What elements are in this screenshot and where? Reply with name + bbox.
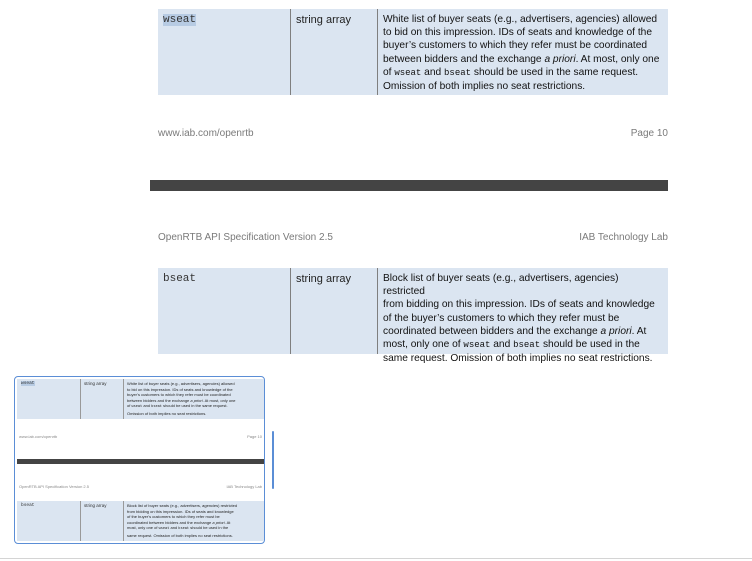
description-line: of wseat and bseat should be used in the same request. <box>127 403 228 410</box>
thumb-field-name <box>17 379 81 419</box>
description-line: Block list of buyer seats (e.g., advertisers, agencies) restricted <box>383 273 619 298</box>
description-line: Omission of both implies no seat restrictions. <box>383 81 586 93</box>
description-line: coordinated between bidders and the exchange a priori. At <box>127 519 231 525</box>
footer-url: www.iab.com/openrtb <box>158 128 254 139</box>
table-row-bseat <box>158 268 668 365</box>
description-line: to bid on this impression. IDs of seats and knowledge of the <box>127 386 233 392</box>
description-line: of the buyer’s customers to which they refer must be <box>383 312 620 324</box>
page-break <box>150 180 668 191</box>
description-line: White list of buyer seats (e.g., advertisers, agencies) allowed <box>127 381 235 386</box>
thumbnail-scrollbar[interactable] <box>272 431 274 489</box>
field-description-bseat <box>378 268 668 365</box>
thumb-field-type-bseat: string array <box>81 501 124 541</box>
description-line: same request. Omission of both implies no seat restrictions. <box>383 353 653 365</box>
description-line: most, only one of wseat and bseat should be used in the <box>127 525 229 532</box>
footer-page-number: Page 10 <box>630 128 668 139</box>
thumb-page-break <box>17 459 264 464</box>
thumb-header-spec-title: OpenRTB API Specification Version 2.5 <box>19 484 89 489</box>
description-line: buyer’s customers to which they refer must be coordinated <box>383 40 648 52</box>
field-description-wseat <box>378 9 668 95</box>
thumb-footer-page-number: Page 10 <box>247 434 262 439</box>
header-org: IAB Technology Lab <box>579 232 668 243</box>
thumb-field-description-bseat <box>124 501 264 541</box>
thumb-field-name-bseat: bseat <box>17 501 81 541</box>
table-row-wseat <box>158 9 668 95</box>
description-line: most, only one of wseat and bseat should be used in the <box>383 339 640 351</box>
description-line: same request. Omission of both implies no seat restrictions. <box>127 532 233 538</box>
thumb-field-description-wseat <box>124 379 264 419</box>
description-line: of the buyer’s customers to which they refer must be <box>127 514 220 520</box>
thumb-field-name-wseat: wseat <box>21 381 35 386</box>
thumb-header-org: IAB Technology Lab <box>226 484 262 489</box>
field-type-bseat: string array <box>291 268 378 354</box>
thumb-row-wseat <box>17 379 264 419</box>
field-name-wseat[interactable]: wseat <box>163 14 197 26</box>
description-line: to bid on this impression. IDs of seats and knowledge of the <box>383 27 652 39</box>
header-spec-title: OpenRTB API Specification Version 2.5 <box>158 232 333 243</box>
description-line: from bidding on this impression. IDs of seats and knowledge <box>383 299 655 311</box>
description-line: White list of buyer seats (e.g., advertisers, agencies) allowed <box>383 14 658 25</box>
field-type-wseat: string array <box>291 9 378 95</box>
thumb-footer-url: www.iab.com/openrtb <box>19 434 58 439</box>
description-line: of wseat and bseat should be used in the same request. <box>383 66 639 78</box>
page-thumbnail-preview[interactable] <box>14 376 265 544</box>
description-line: coordinated between bidders and the exchange a priori. At <box>383 325 647 337</box>
bottom-divider <box>0 558 752 559</box>
description-line: from bidding on this impression. IDs of seats and knowledge <box>127 508 234 514</box>
thumb-field-type-wseat: string array <box>81 379 124 419</box>
thumb-row-bseat <box>17 501 264 541</box>
field-name-cell <box>158 9 291 95</box>
description-line: Block list of buyer seats (e.g., advertisers, agencies) restricted <box>127 503 238 508</box>
description-line: buyer’s customers to which they refer must be coordinated <box>127 392 231 398</box>
field-name-bseat: bseat <box>158 268 291 354</box>
description-line: Omission of both implies no seat restrictions. <box>127 410 207 416</box>
description-line: between bidders and the exchange a priori. At most, only one <box>383 53 660 65</box>
description-line: between bidders and the exchange a priori. At most, only one <box>127 397 236 403</box>
